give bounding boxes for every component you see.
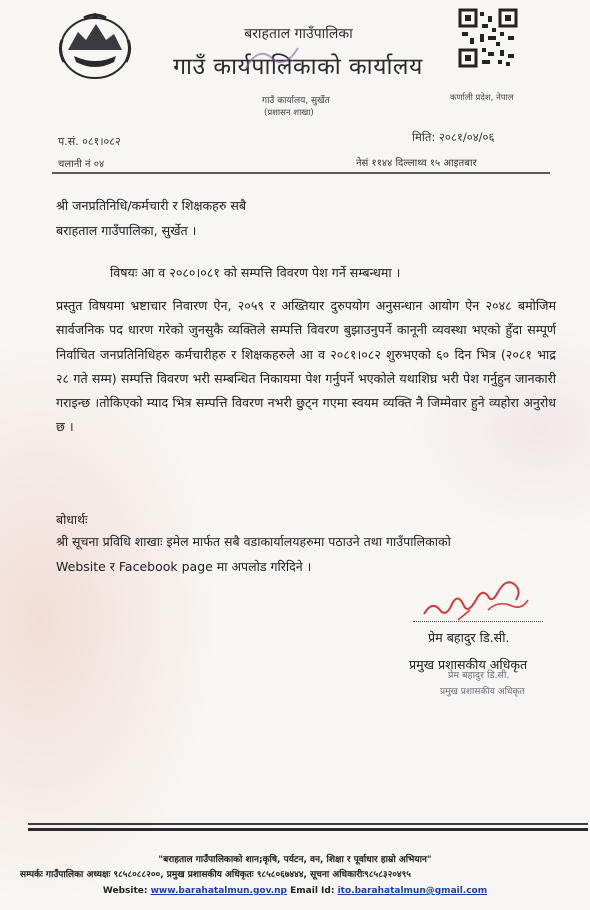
cc-heading: बोधार्थः [56, 512, 88, 527]
addressee-line-2: बराहताल गाउँपालिका, सुर्खेत । [56, 223, 197, 238]
reference-number: प.सं. ०८१।०८२ [58, 135, 121, 148]
signatory-name: प्रेम बहादुर डि.सी. [428, 630, 510, 645]
cc-line-2: Website र Facebook page मा अपलोड गरिदिने । [56, 559, 312, 574]
office-stamp-icon [238, 40, 308, 76]
signatory-title: प्रमुख प्रशासकीय अधिकृत [409, 657, 528, 672]
qr-code-icon [458, 8, 518, 68]
email-label: Email Id: [290, 886, 335, 896]
nepal-sambat-date: नेसं ११४४ दिल्लाथ्व १५ आइतबार [356, 158, 477, 169]
stamp-name: प्रेम बहादुर डि.सी. [448, 670, 510, 681]
cc-line-1: श्री सूचना प्रविधि शाखाः इमेल मार्फत सबै वडाकार्यालयहरुमा पठाउने तथा गाउँपालिकाको [56, 534, 451, 549]
addressee-line-1: श्री जनप्रतिनिधि/कर्मचारी र शिक्षकहरु सबै [56, 198, 247, 213]
email-link[interactable]: ito.barahatalmun@gmail.com [337, 886, 488, 896]
footer-web-line [0, 886, 590, 896]
footer-contact: सम्पर्कः गाउँपालिका अध्यक्षः ९८५८०८८२००, प्रमुख प्रशासकीय अधिकृतः ९८५८०६७४४४, सूचना अधिकारीः९८५८३२०४९५ [20, 870, 411, 880]
footer-divider-thick [28, 828, 588, 831]
header-divider [52, 172, 550, 174]
letter-date: मिति: २०८१/०४/०६ [412, 130, 495, 144]
office-branch: (प्रशासन शाखा) [264, 108, 314, 118]
website-label: Website: [102, 886, 148, 896]
stamp-title: प्रमुख प्रशासकीय अधिकृत [440, 687, 525, 697]
dispatch-number: चलानी नं ०४ [58, 159, 105, 170]
province-name: कर्णाली प्रदेश, नेपाल [450, 93, 514, 103]
website-link[interactable]: www.barahatalmun.gov.np [150, 886, 288, 896]
office-name: गाउँ कार्यपालिकाको कार्यालय [173, 54, 423, 80]
office-address: गाउँ कार्यालय, सुर्खेत [262, 96, 330, 106]
signature-dotted-line [413, 621, 543, 622]
municipality-name: बराहताल गाउँपालिका [244, 26, 353, 42]
body-paragraph: प्रस्तुत विषयमा भ्रष्टाचार निवारण ऐन, २०५९ र अख्तियार दुरुपयोग अनुसन्धान आयोग ऐन २०४८ बमोजिम सार्वजनिक पद धारण गरेको जुनसुकै व्यक्तिले सम्पत्ति विवरण बुझाउनुपर्ने कानूनी व्यवस्था भएको हुँदा सम्पूर्ण निर्वाचित जनप्रतिनिधिहरु कर्मचारीहरु र शिक्षकहरुले आ व २०८१।०८२ शुरुभएको ६० दिन भित्र (२०८१ भाद्र २८ गते सम्म) सम्पत्ति विवरण भरी सम्बन्धित निकायमा पेश गर्नुपर्ने भएकोले यथाशिघ्र भरी पेश गर्नुहुन जानकारी गराइन्छ ।तोकिएको म्याद भित्र सम्पत्ति विवरण नभरी छुट्न गएमा स्वयम व्यक्ति नै जिम्मेवार हुने व्यहोरा अनुरोध छ । [56, 298, 556, 435]
subject-line: विषयः आ व २०८०।०८१ को सम्पत्ति विवरण पेश गर्ने सम्बन्धमा । [110, 265, 401, 280]
government-emblem-icon [56, 10, 134, 82]
footer-divider-thin [28, 823, 588, 825]
footer-slogan: "बराहताल गाउँपालिकाको शान;कृषि, पर्यटन, वन, शिक्षा र पूर्वाधार हाम्रो अभियान" [158, 855, 432, 865]
handwritten-signature [418, 570, 533, 632]
